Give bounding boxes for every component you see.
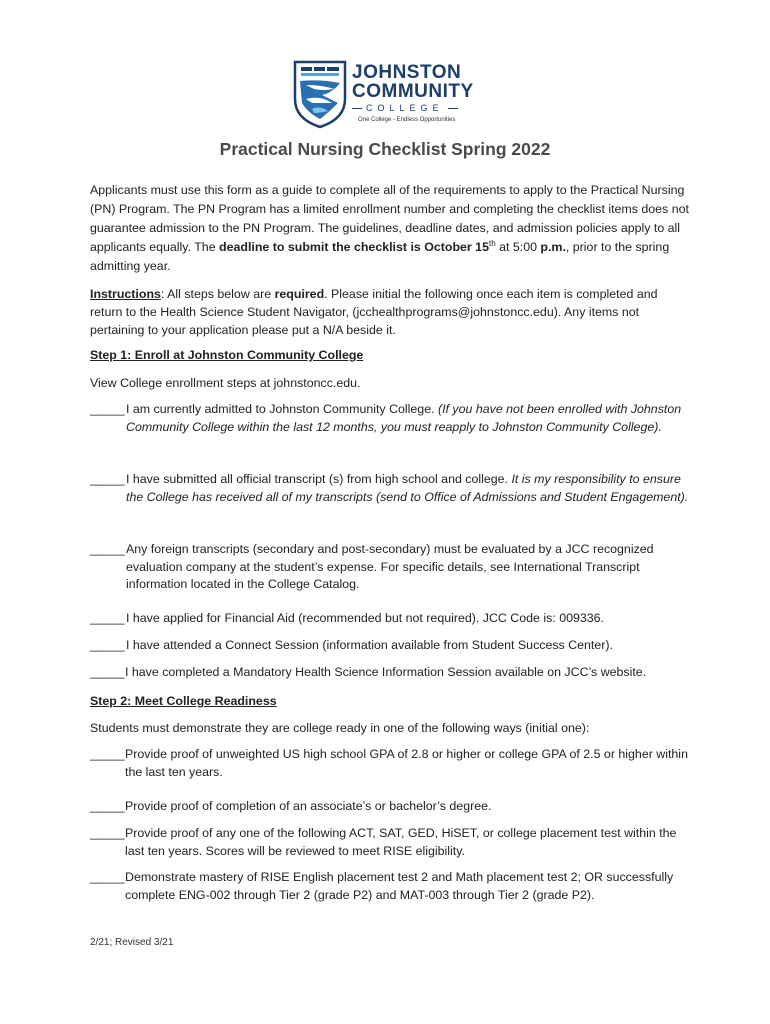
initial-blank[interactable]: _____ xyxy=(90,747,125,761)
college-logo xyxy=(292,59,492,129)
shield-logo-icon xyxy=(292,59,348,129)
checklist-item xyxy=(90,746,690,781)
logo-name-line2: COMMUNITY xyxy=(352,81,474,102)
initial-blank[interactable]: _____ xyxy=(90,665,125,679)
item-text: Provide proof of unweighted US high school GPA of 2.8 or higher or college GPA of 2.5 or higher within the last ten years. xyxy=(125,747,688,779)
checklist-item xyxy=(90,664,690,682)
logo-tagline: One College - Endless Opportunities xyxy=(358,117,456,123)
page-title: Practical Nursing Checklist Spring 2022 xyxy=(219,139,551,159)
intro-deadline: deadline to submit the checklist is October 15 xyxy=(219,240,489,254)
step2-intro: Students must demonstrate they are college ready in one of the following ways (initial one): xyxy=(90,721,590,735)
logo-divider xyxy=(448,108,458,109)
logo-name-line1: JOHNSTON xyxy=(352,62,462,83)
item-text: I have applied for Financial Aid (recommended but not required). JCC Code is: 009336. xyxy=(126,611,604,625)
checklist-item xyxy=(90,798,690,816)
initial-blank[interactable]: _____ xyxy=(90,638,125,652)
initial-blank[interactable]: _____ xyxy=(90,870,125,884)
item-text: Provide proof of any one of the following ACT, SAT, GED, HiSET, or college placement test within the last ten years. Scores will be reviewed to meet RISE eligibility. xyxy=(125,826,677,858)
intro-sup: th xyxy=(488,238,496,248)
item-text: Demonstrate mastery of RISE English placement test 2 and Math placement test 2; OR successfully complete ENG-002 through Tier 2 (grade P2) and MAT-003 through Tier 2 (grade P2). xyxy=(125,870,674,902)
item-text: Provide proof of completion of an associate’s or bachelor’s degree. xyxy=(125,799,492,813)
checklist-item xyxy=(90,471,690,506)
logo-divider xyxy=(352,108,362,109)
item-text: I have attended a Connect Session (information available from Student Success Center). xyxy=(126,638,613,652)
item-text: I have submitted all official transcript (s) from high school and college. It is my responsibility to ensure the College has received all of my transcripts (send to Office of Admissions and Student Engagement). xyxy=(126,472,689,504)
initial-blank[interactable]: _____ xyxy=(90,402,125,416)
initial-blank[interactable]: _____ xyxy=(90,542,125,556)
item-text: I have completed a Mandatory Health Science Information Session available on JCC’s website. xyxy=(125,665,647,679)
initial-blank[interactable]: _____ xyxy=(90,611,125,625)
checklist-item xyxy=(90,401,690,436)
intro-pm: p.m. xyxy=(540,240,566,254)
instructions-paragraph xyxy=(90,285,690,339)
instructions-label: Instructions xyxy=(90,287,161,301)
checklist-item xyxy=(90,637,690,655)
instructions-text-1: : All steps below are xyxy=(160,287,275,301)
intro-text-3: , prior to the spring admitting year. xyxy=(90,240,670,273)
checklist-item xyxy=(90,869,690,904)
step1-intro: View College enrollment steps at johnstoncc.edu. xyxy=(90,376,361,390)
step1-heading: Step 1: Enroll at Johnston Community College xyxy=(90,348,364,362)
logo-name-line3: COLLEGE xyxy=(366,103,444,113)
initial-blank[interactable]: _____ xyxy=(90,472,125,486)
checklist-item xyxy=(90,541,690,594)
item-text: Any foreign transcripts (secondary and post-secondary) must be evaluated by a JCC recognized evaluation company at the student’s expense. For specific details, see International Transcript information located in the College Catalog. xyxy=(126,542,654,591)
logo-college-line xyxy=(352,103,478,113)
initial-blank[interactable]: _____ xyxy=(90,799,125,813)
initial-blank[interactable]: _____ xyxy=(90,826,125,840)
checklist-item xyxy=(90,610,690,628)
intro-paragraph xyxy=(90,181,690,276)
checklist-item xyxy=(90,825,690,860)
instructions-text-2: . Please initial the following once each item is completed and return to the Health Science Student Navigator, (jcchealthprograms@johnstoncc.edu). Any items not pertaining to your application please put a N/A beside it. xyxy=(90,287,658,337)
intro-text-2: at 5:00 xyxy=(495,240,541,254)
step2-heading: Step 2: Meet College Readiness xyxy=(90,694,277,708)
logo-wordmark xyxy=(352,63,474,101)
footer-revision: 2/21; Revised 3/21 xyxy=(90,937,174,948)
item-text: I am currently admitted to Johnston Community College. (If you have not been enrolled with Johnston Community College within the last 12 months, you must reapply to Johnston Community College). xyxy=(126,402,682,434)
instructions-required: required xyxy=(274,287,325,301)
intro-text-1: Applicants must use this form as a guide to complete all of the requirements to apply to the Practical Nursing (PN) Program. The PN Program has a limited enrollment number and completing the checklist items does not guarantee admission to the PN Program. The guidelines, deadline dates, and admission policies apply to all applicants equally. The xyxy=(90,183,689,254)
